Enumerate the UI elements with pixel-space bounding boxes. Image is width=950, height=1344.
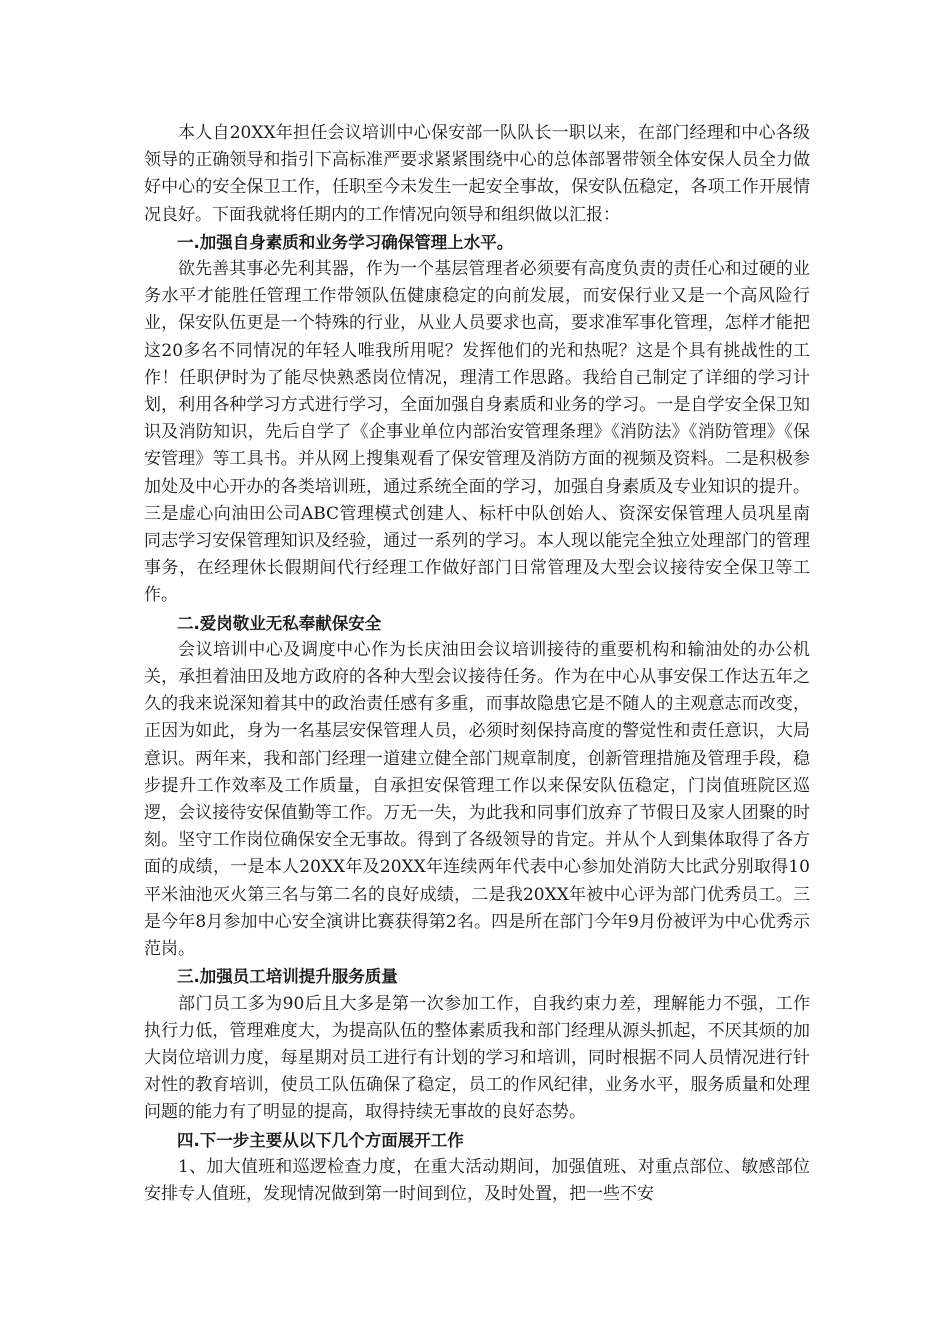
intro-paragraph: 本人自20XX年担任会议培训中心保安部一队队长一职以来，在部门经理和中心各级领导的正确领导和指引下高标准严要求紧紧围绕中心的总体部署带领全体安保人员全力做好中心的安全保卫工作，任职至今未发生一起安全事故，保安队伍稳定，各项工作开展情况良好。下面我就将任期内的工作情况向领导和组织做以汇报： (144, 123, 810, 225)
section-1-heading: 一.加强自身素质和业务学习确保管理上水平。 (177, 232, 514, 252)
section-2-heading: 二.爱岗敬业无私奉献保安全 (177, 613, 382, 633)
section-1-body: 欲先善其事必先利其器，作为一个基层管理者必须要有高度负责的责任心和过硬的业务水平才能胜任管理工作带领队伍健康稳定的向前发展，而安保行业又是一个高风险行业，保安队伍更是一个特殊的行业，从业人员要求也高，要求准军事化管理，怎样才能把这20多名不同情况的年轻人唯我所用呢？发挥他们的光和热呢？这是个具有挑战性的工作！任职伊时为了能尽快熟悉岗位情况，理清工作思路。我给自己制定了详细的学习计划，利用各种学习方式进行学习，全面加强自身素质和业务的学习。一是自学安全保卫知识及消防知识，先后自学了《企事业单位内部治安管理条理》《消防法》《消防管理》《保安管理》等工具书。并从网上搜集观看了保安管理及消防方面的视频及资料。二是积极参加处及中心开办的各类培训班，通过系统全面的学习，加强自身素质及专业知识的提升。三是虚心向油田公司ABC管理模式创建人、标杆中队创始人、资深安保管理人员巩星南同志学习安保管理知识及经验，通过一系列的学习。本人现以能完全独立处理部门的管理事务，在经理休长假期间代行经理工作做好部门日常管理及大型会议接待安全保卫等工作。 (144, 259, 810, 606)
section-2-body: 会议培训中心及调度中心作为长庆油田会议培训接待的重要机构和输油处的办公机关，承担着油田及地方政府的各种大型会议接待任务。作为在中心从事安保工作达五年之久的我来说深知着其中的政治责任感有多重，而事故隐患它是不随人的主观意志而改变，正因为如此，身为一名基层安保管理人员，必须时刻保持高度的警觉性和责任意识，大局意识。两年来，我和部门经理一道建立健全部门规章制度，创新管理措施及管理手段，稳步提升工作效率及工作质量，自承担安保管理工作以来保安队伍稳定，门岗值班院区巡逻，会议接待安保值勤等工作。万无一失，为此我和同事们放弃了节假日及家人团聚的时刻。坚守工作岗位确保安全无事故。得到了各级领导的肯定。并从个人到集体取得了各方面的成绩，一是本人20XX年及20XX年连续两年代表中心参加处消防大比武分别取得10平米油池灭火第三名与第二名的良好成绩，二是我20XX年被中心评为部门优秀员工。三是今年8月参加中心安全演讲比赛获得第2名。四是所在部门今年9月份被评为中心优秀示范岗。 (144, 639, 810, 960)
section-4-heading: 四.下一步主要从以下几个方面展开工作 (177, 1130, 464, 1150)
document-page (144, 120, 810, 1208)
section-3-body: 部门员工多为90后且大多是第一次参加工作，自我约束力差，理解能力不强，工作执行力低，管理难度大，为提高队伍的整体素质我和部门经理从源头抓起，不厌其烦的加大岗位培训力度，每星期对员工进行有计划的学习和培训，同时根据不同人员情况进行针对性的教育培训，使员工队伍确保了稳定，员工的作风纪律，业务水平，服务质量和处理问题的能力有了明显的提高，取得持续无事故的良好态势。 (144, 993, 810, 1123)
section-3-heading: 三.加强员工培训提升服务质量 (177, 967, 398, 987)
section-4-body: 1、加大值班和巡逻检查力度，在重大活动期间，加强值班、对重点部位、敏感部位安排专人值班，发现情况做到第一时间到位，及时处置，把一些不安 (144, 1156, 810, 1204)
